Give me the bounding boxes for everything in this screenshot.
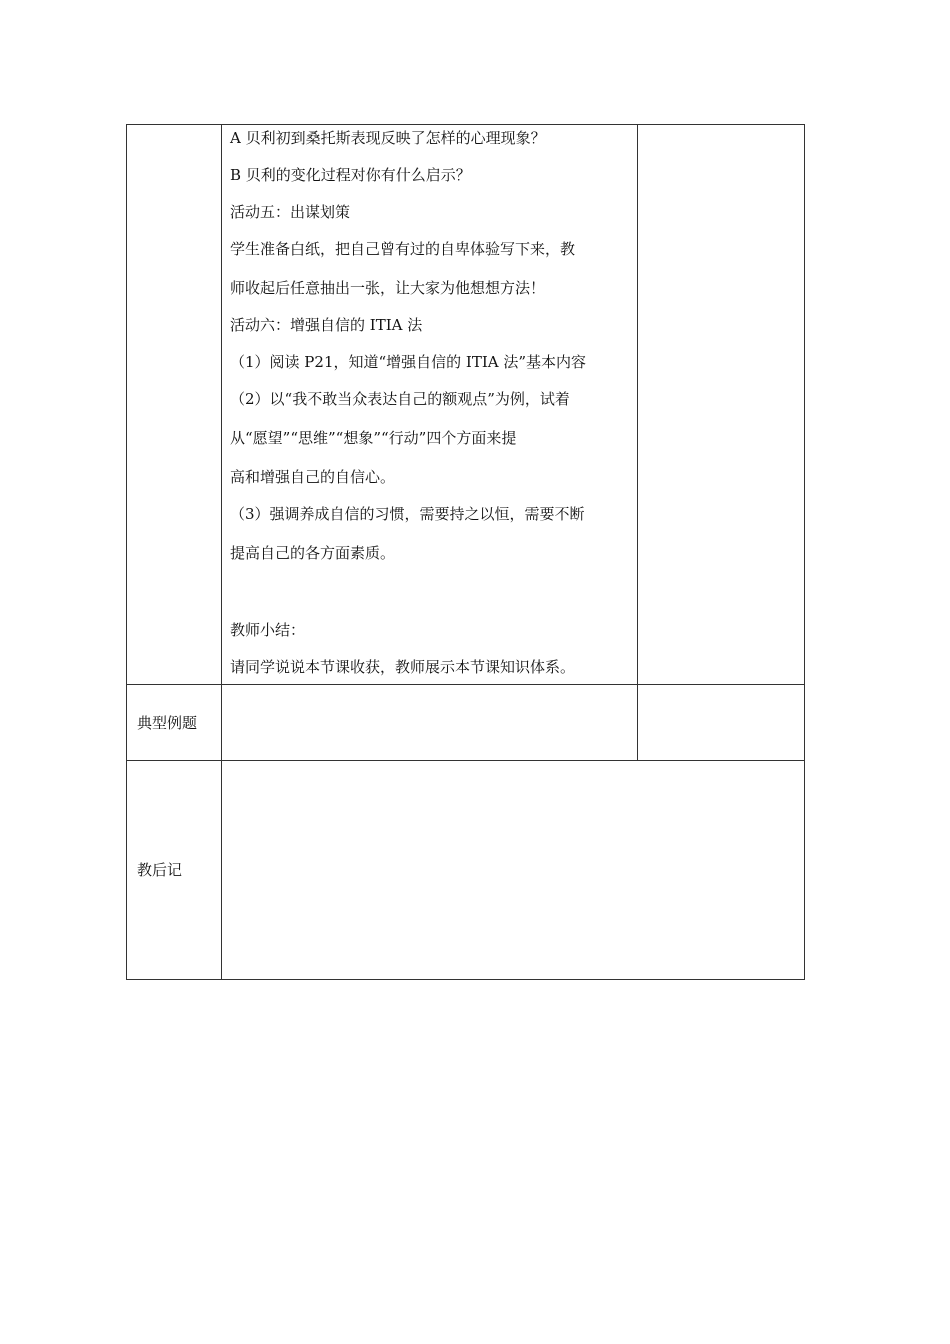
activity-six-step-3-line-2: 提高自己的各方面素质。	[230, 544, 396, 562]
activity-six-step-2-line-2: 从“愿望”“思维”“想象”“行动”四个方面来提	[230, 429, 517, 447]
teacher-summary-text: 请同学说说本节课收获，教师展示本节课知识体系。	[230, 658, 576, 676]
activity-six-step-1: （1）阅读 P21，知道“增强自信的 ITIA 法”基本内容	[230, 353, 587, 371]
typical-examples-notes-cell	[638, 685, 805, 761]
after-class-label: 教后记	[137, 861, 183, 879]
activity-six-step-2-line-1: （2）以“我不敢当众表达自己的额观点”为例，试着	[230, 390, 570, 408]
question-b: B 贝利的变化过程对你有什么启示？	[230, 166, 471, 184]
activity-six-step-3-line-1: （3）强调养成自信的习惯，需要持之以恒，需要不断	[230, 505, 585, 523]
activity-five-text-2: 师收起后任意抽出一张，让大家为他想想方法！	[230, 279, 546, 297]
typical-examples-label: 典型例题	[137, 713, 198, 732]
typical-examples-content-cell	[222, 685, 638, 761]
teaching-process-content	[222, 125, 637, 677]
notes-cell-empty	[638, 125, 805, 685]
after-class-row	[127, 761, 805, 980]
typical-examples-label-cell	[127, 685, 222, 761]
activity-five-title: 活动五：出谋划策	[230, 203, 351, 221]
typical-examples-row	[127, 685, 805, 761]
row-label-cell-empty	[127, 125, 222, 685]
teaching-process-row	[127, 125, 805, 685]
teaching-process-cell	[222, 125, 638, 685]
lesson-plan-table	[126, 124, 805, 980]
after-class-label-cell	[127, 761, 222, 980]
activity-six-step-2-line-3: 高和增强自己的自信心。	[230, 468, 396, 486]
teacher-summary-title: 教师小结：	[230, 621, 306, 639]
after-class-content-cell	[222, 761, 805, 980]
question-a: A 贝利初到桑托斯表现反映了怎样的心理现象？	[230, 129, 546, 147]
activity-six-title: 活动六：增强自信的 ITIA 法	[230, 316, 423, 334]
activity-five-text-1: 学生准备白纸，把自己曾有过的自卑体验写下来，教	[230, 240, 576, 258]
